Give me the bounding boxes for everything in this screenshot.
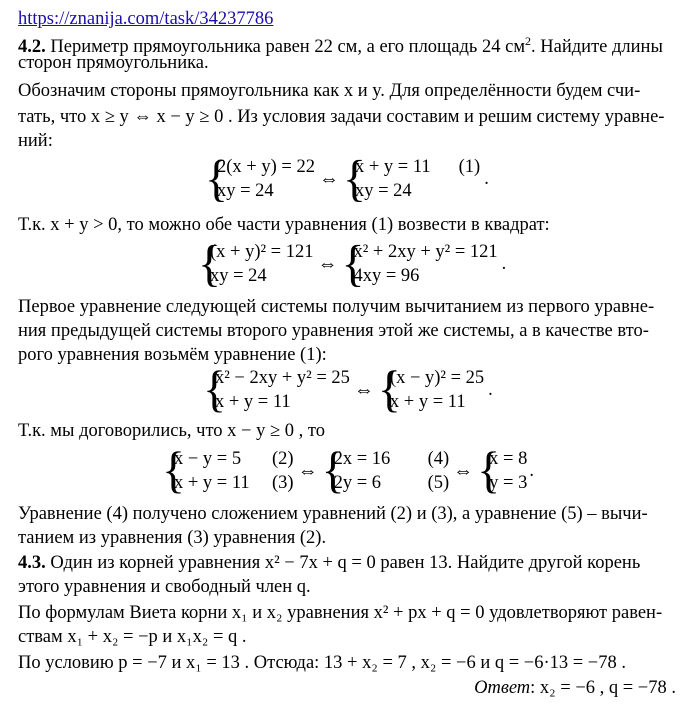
problem-number: 4.2. xyxy=(18,37,46,58)
equation: x + y = 11 xyxy=(215,392,291,412)
equation: 4xy = 96 xyxy=(353,266,420,286)
equation: x² − 2xy + y² = 25 xyxy=(215,368,350,388)
brace-icon: { xyxy=(477,442,501,499)
equation: x² + 2xy + y² = 121 xyxy=(353,242,498,262)
text-line: ний: xyxy=(18,131,53,151)
equation: x + y = 11 (3) xyxy=(174,473,294,493)
text-line: По условию p = −7 и x₁ = 13 . Отсюда: 13 + x₂ = 7 , x₂ = −6 и q = −6·13 = −78 . xyxy=(18,653,626,673)
title-text: Один из корней уравнения x² − 7x + q = 0 равен 13. Найдите другой корень xyxy=(45,553,641,573)
equation-label: (1) xyxy=(458,157,481,177)
brace-icon: { xyxy=(341,235,365,292)
equation: xy = 24 xyxy=(354,181,412,201)
equation: xy = 24 xyxy=(210,266,267,286)
equation: xy = 24 xyxy=(217,181,274,201)
equation: 2(x + y) = 22 xyxy=(217,157,315,177)
problem-number: 4.3. xyxy=(18,553,46,573)
brace-icon: { xyxy=(321,442,345,499)
equation: 2y = 6 (5) xyxy=(333,473,450,493)
text-line: Уравнение (4) получено сложением уравнений (2) и (3), а уравнение (5) – вычи- xyxy=(18,504,648,524)
equation-label: (3) xyxy=(272,473,294,493)
text-line: ствам x₁ + x₂ = −p и x₁x₂ = q . xyxy=(18,627,247,647)
brace-icon: { xyxy=(198,235,222,292)
equivalence-icon: ⇔ xyxy=(297,459,318,482)
problem-4-3-title-line1 xyxy=(18,552,676,574)
problem-4-2-title-line2: сторон прямоугольника. xyxy=(18,53,209,73)
equation: x + y = 11 (1) xyxy=(354,157,481,177)
equation: x = 8 xyxy=(489,449,528,469)
brace-icon: { xyxy=(377,361,401,418)
text-line: Т.к. мы договорились, что x − y ≥ 0 , то xyxy=(18,421,325,441)
equation-label: (4) xyxy=(427,449,450,469)
equation-system-4: { x − y = 5 (2) x + y = 11 (3) ⇔ { 2x = 16 (4) 2y = 6 (5) ⇔ { x = 8 y = 3 . xyxy=(162,442,534,499)
equation-system-3: { x² − 2xy + y² = 25 x + y = 11 ⇔ { (x − y)² = 25 x + y = 11 . xyxy=(203,361,493,418)
title-text: Периметр прямоугольника равен 22 см, а его площадь 24 см xyxy=(45,37,526,58)
task-link[interactable]: https://znanija.com/task/34237786 xyxy=(18,9,274,29)
equation-system-2: { (x + y)² = 121 xy = 24 ⇔ { x² + 2xy + y² = 121 4xy = 96 . xyxy=(198,235,507,292)
problem-4-3-title-line2: этого уравнения и свободный член q. xyxy=(18,577,311,597)
text-line: Т.к. x + y > 0, то можно обе части уравнения (1) возвести в квадрат: xyxy=(18,215,550,235)
equivalence-icon: ⇔ xyxy=(318,167,339,190)
superscript: 2 xyxy=(525,34,532,48)
brace-icon: { xyxy=(205,150,229,207)
equivalence-icon: ⇔ xyxy=(317,252,338,275)
answer-line xyxy=(18,677,676,699)
text-line: Обозначим стороны прямоугольника как x и y. Для определённости будем счи- xyxy=(18,81,641,101)
equation-label: (5) xyxy=(427,473,450,493)
text-line: ния предыдущей системы второго уравнения этой же системы, а в качестве вто- xyxy=(18,321,649,341)
equation-label: (2) xyxy=(272,449,294,469)
text-line: Первое уравнение следующей системы получим вычитанием из первого уравне- xyxy=(18,297,655,317)
text-line: танием из уравнения (3) уравнения (2). xyxy=(18,528,327,548)
text-line: тать, что x ≥ y ⇔ x − y ≥ 0 . Из условия задачи составим и решим систему уравне- xyxy=(18,107,665,127)
equivalence-icon: ⇔ xyxy=(453,459,474,482)
text-line: рого уравнения возьмём уравнение (1): xyxy=(18,345,327,365)
title-text-end: . Найдите длины xyxy=(531,37,663,58)
brace-icon: { xyxy=(162,442,186,499)
equation: x − y = 5 (2) xyxy=(174,449,294,469)
equation: (x − y)² = 25 xyxy=(389,368,485,388)
answer-value: : x₂ = −6 , q = −78 . xyxy=(530,678,676,698)
equation: 2x = 16 (4) xyxy=(333,449,450,469)
equivalence-icon: ⇔ xyxy=(353,378,374,401)
text-line: По формулам Виета корни x₁ и x₂ уравнения x² + px + q = 0 удовлетворяют равен- xyxy=(18,603,663,623)
brace-icon: { xyxy=(203,361,227,418)
answer-label: Ответ xyxy=(474,678,531,698)
equation: (x + y)² = 121 xyxy=(210,242,314,262)
equation-system-1: { 2(x + y) = 22 xy = 24 ⇔ { x + y = 11 (1) xy = 24 . xyxy=(205,150,489,207)
equation: y = 3 xyxy=(489,473,528,493)
equation: x + y = 11 xyxy=(389,392,466,412)
brace-icon: { xyxy=(342,150,366,207)
